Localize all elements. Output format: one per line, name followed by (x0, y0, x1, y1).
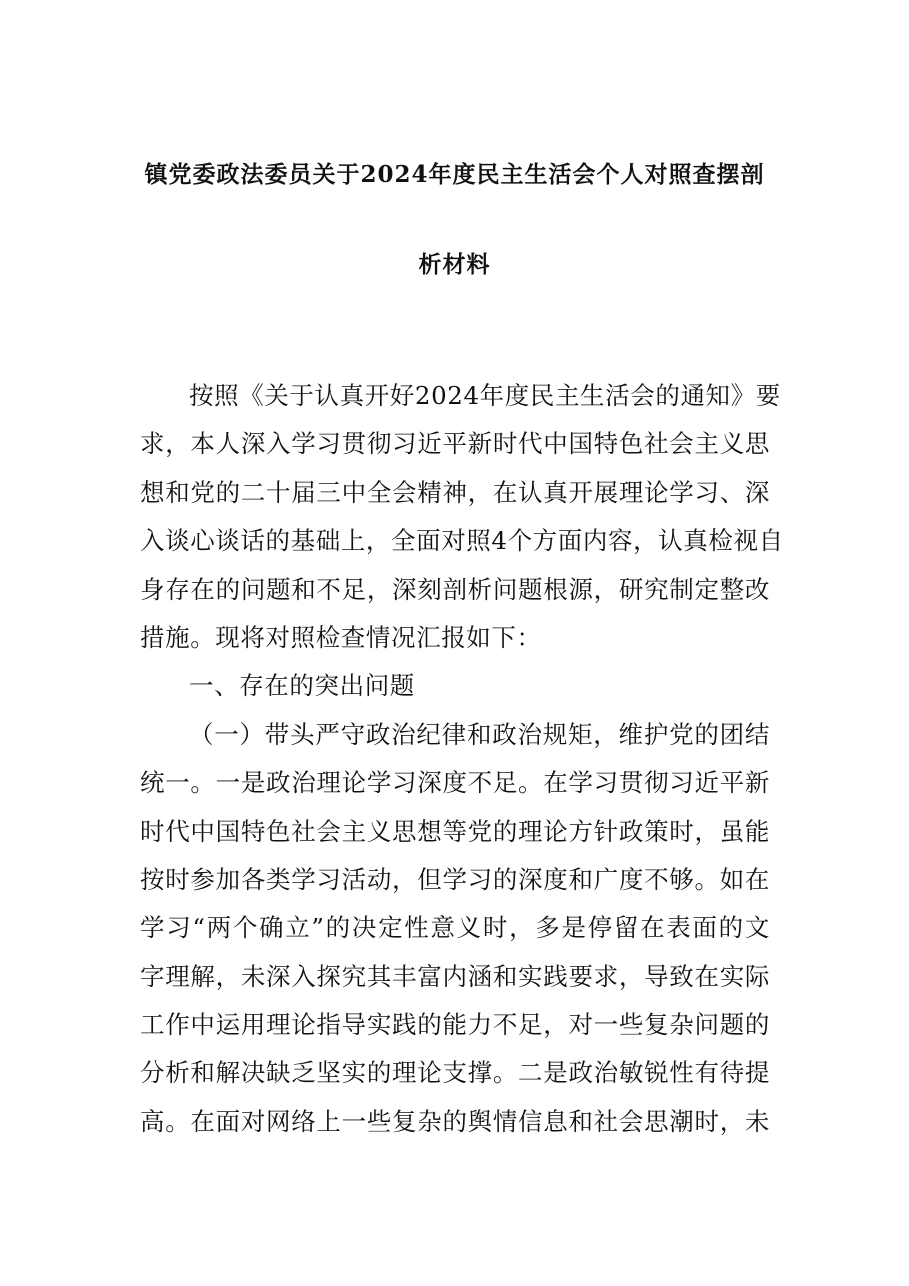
document-body (140, 378, 784, 1152)
body-line: 学习“两个确立”的决定性意义时，多是停留在表面的文 (140, 913, 770, 943)
body-line: 时代中国特色社会主义思想等党的理论方针政策时，虽能 (140, 816, 770, 846)
body-line: 措施。现将对照检查情况汇报如下： (140, 622, 542, 652)
body-line: 求，本人深入学习贯彻习近平新时代中国特色社会主义思 (140, 429, 770, 459)
body-line: 字理解，未深入探究其丰富内涵和实践要求，导致在实际 (140, 961, 770, 991)
body-line: 分析和解决缺乏坚实的理论支撑。二是政治敏锐性有待提 (140, 1058, 770, 1088)
body-line: 身存在的问题和不足，深刻剖析问题根源，研究制定整改 (140, 574, 770, 604)
body-line: （一）带头严守政治纪律和政治规矩，维护党的团结 (189, 719, 770, 749)
body-line: 入谈心谈话的基础上，全面对照4个方面内容，认真检视自 (140, 526, 784, 556)
body-line: 按照《关于认真开好2024年度民主生活会的通知》要 (189, 381, 781, 410)
section-heading: 一、存在的突出问题 (189, 671, 415, 701)
body-line: 工作中运用理论指导实践的能力不足，对一些复杂问题的 (140, 1010, 770, 1040)
document-title-line-1: 镇党委政法委员关于2024年度民主生活会个人对照查摆剖 (144, 161, 765, 188)
body-line: 高。在面对网络上一些复杂的舆情信息和社会思潮时，未 (140, 1106, 770, 1136)
body-line: 按时参加各类学习活动，但学习的深度和广度不够。如在 (140, 864, 770, 894)
document-title-line-2: 析材料 (418, 251, 491, 278)
body-line: 统一。一是政治理论学习深度不足。在学习贯彻习近平新 (140, 768, 770, 798)
body-line: 想和党的二十届三中全会精神，在认真开展理论学习、深 (140, 477, 770, 507)
